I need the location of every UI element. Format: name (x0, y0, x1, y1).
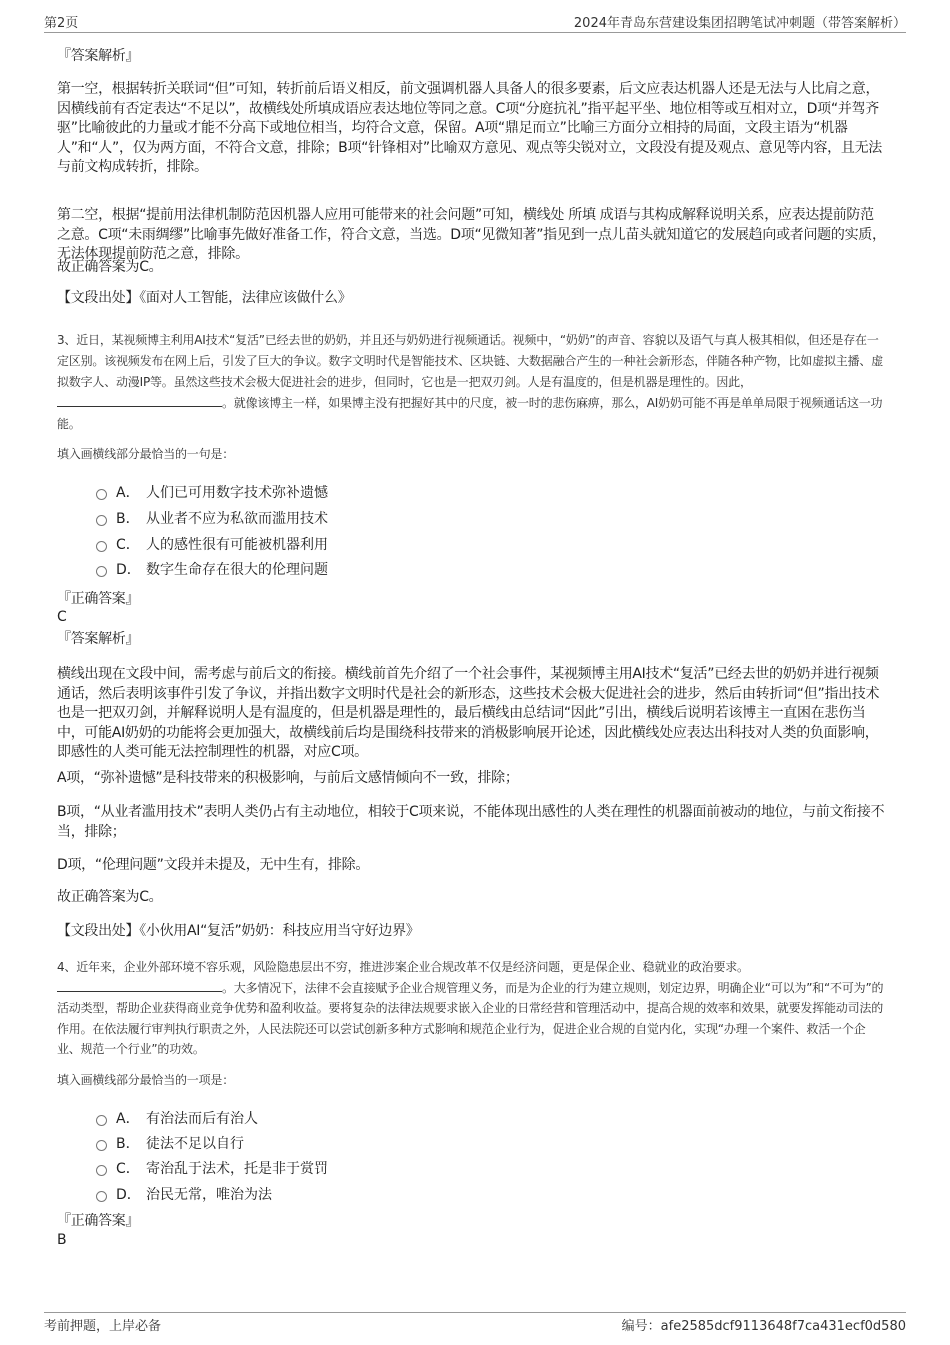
option-text: 数字生命存在很大的伦理问题 (146, 562, 328, 578)
stem-text: 4、近年来，企业外部环境不容乐观，风险隐患层出不穷，推进涉案企业合规改革不仅是经济问题，更是保企业、稳就业的政治要求。 (57, 960, 749, 974)
correct-answer-label: 『正确答案』 (57, 1213, 140, 1229)
question-prompt: 填入画横线部分最恰当的一项是： (57, 1073, 235, 1087)
option-text: 有治法而后有治人 (146, 1111, 258, 1127)
page-footer (44, 1312, 906, 1334)
option-key: C． (116, 1161, 140, 1177)
radio-icon[interactable] (96, 1140, 107, 1151)
option-text: 寄治乱于法术，托是非于赏罚 (146, 1161, 328, 1177)
conclusion: 故正确答案为C。 (57, 889, 163, 905)
correct-answer: B (57, 1232, 67, 1248)
option-b-note: B项，“从业者滥用技术”表明人类仍占有主动地位，相较于C项来说，不能体现出感性的人类在理性的机器面前被动的地位，与前文衔接不当，排除； (57, 804, 885, 840)
radio-icon[interactable] (96, 1191, 107, 1202)
question-prompt: 填入画横线部分最恰当的一句是： (57, 447, 235, 461)
option-text: 徒法不足以自行 (146, 1136, 244, 1152)
option-key: B． (116, 1136, 140, 1152)
radio-icon[interactable] (96, 515, 107, 526)
document-id: 编号：afe2585dcf9113648f7ca431ecf0d580 (621, 1319, 906, 1334)
stem-text: 3、近日，某视频博主利用AI技术“复活”已经去世的奶奶，并且还与奶奶进行视频通话。视频中，“奶奶”的声音、容貌以及语气与真人极其相似，但还是存在一定区别。该视频发布在网上后，引发了巨大的争议。数字文明时代是智能技术、区块链、大数据融合产生的一种社会新形态，伴随各种产物，比如虚拟主播、虚拟数字人、动漫IP等。虽然这些技术会极大促进社会的进步，但同时，它也是一把双刃剑。人是有温度的，但是机器是理性的。因此， (57, 333, 884, 389)
option-key: C． (116, 537, 140, 553)
source: 【文段出处】《小伙用AI“复活”奶奶：科技应用当守好边界》 (57, 923, 420, 939)
radio-icon[interactable] (96, 489, 107, 500)
radio-icon[interactable] (96, 1165, 107, 1176)
answer-blank (57, 394, 222, 407)
option-a[interactable] (96, 1108, 258, 1128)
option-a-note: A项，“弥补遗憾”是科技带来的积极影响，与前后文感情倾向不一致，排除； (57, 770, 519, 786)
option-d[interactable] (96, 1184, 272, 1204)
option-c[interactable] (96, 534, 328, 554)
option-text: 人的感性很有可能被机器利用 (146, 537, 328, 553)
option-key: A． (116, 485, 140, 501)
option-text: 从业者不应为私欲而滥用技术 (146, 511, 328, 527)
page-header (44, 10, 906, 33)
source: 【文段出处】《面对人工智能，法律应该做什么》 (57, 290, 352, 306)
question-3-stem (57, 330, 887, 435)
option-b[interactable] (96, 508, 328, 528)
stem-text: 。大多情况下，法律不会直接赋予企业合规管理义务，而是为企业的行为建立规则，划定边界，明确企业“可以为”和“不可为”的活动类型，帮助企业获得商业竞争优势和盈利收益。要将复杂的法律法规要求嵌入企业的日常经营和管理活动中，提高合规的效率和效果，就要发挥能动司法的作用。在依法履行审判执行职责之外，人民法院还可以尝试创新多种方式影响和规范企业行为，促进企业合规的自觉内化，实现“办理一个案件、救活一个企业、规范一个行业”的功效。 (57, 980, 884, 1056)
option-c[interactable] (96, 1158, 328, 1178)
option-key: B． (116, 511, 140, 527)
option-a[interactable] (96, 482, 328, 502)
analysis-paragraph: 第一空，根据转折关联词“但”可知，转折前后语义相反，前文强调机器人具备人的很多要素，后文应表达机器人还是无法与人比肩之意，因横线前有否定表达“不足以”，故横线处所填成语应表达地位等同之意。C项“分庭抗礼”指平起平坐、地位相等或互相对立，D项“并驾齐驱”比喻彼此的力量或才能不分高下或地位相当，均符合文意，保留。A项“鼎足而立”比喻三方面分立相持的局面，文段主语为“机器人”和“人”，仅为两方面，不符合文意，排除；B项“针锋相对”比喻双方意见、观点等尖锐对立，文段没有提及观点、意见等内容，且无法与前文构成转折，排除。 (57, 81, 882, 175)
analysis-label: 『答案解析』 (57, 631, 140, 647)
conclusion: 故正确答案为C。 (57, 259, 163, 275)
option-text: 人们已可用数字技术弥补遗憾 (146, 485, 328, 501)
answer-blank (57, 979, 222, 992)
question-4-stem (57, 957, 887, 1060)
option-key: D． (116, 562, 141, 578)
correct-answer-label: 『正确答案』 (57, 591, 140, 607)
option-d[interactable] (96, 559, 328, 579)
option-b[interactable] (96, 1133, 244, 1153)
option-d-note: D项，“伦理问题”文段并未提及，无中生有，排除。 (57, 857, 370, 873)
analysis-paragraph: 第二空，根据“提前用法律机制防范因机器人应用可能带来的社会问题”可知，横线处 所填 成语与其构成解释说明关系，应表达提前防范之意。C项“未雨绸缪”比喻事先做好准备工作，符合文意，当选。D项“见微知著”指见到一点儿苗头就知道它的发展趋向或者问题的实质，无法体现提前防范之意，排除。 (57, 207, 886, 262)
document-title: 2024年青岛东营建设集团招聘笔试冲刺题（带答案解析） (573, 16, 906, 31)
stem-text: 。就像该博主一样，如果博主没有把握好其中的尺度，被一时的悲伤麻痹，那么，AI奶奶可能不再是单单局限于视频通话这一功能。 (57, 396, 883, 431)
analysis-paragraph: 横线出现在文段中间，需考虑与前后文的衔接。横线前首先介绍了一个社会事件，某视频博主用AI技术“复活”已经去世的奶奶并进行视频通话，然后表明该事件引发了争议，并指出数字文明时代是社会的新形态，这些技术会极大促进社会的进步，然后由转折词“但”指出技术也是一把双刃剑，并解释说明人是有温度的，但是机器是理性的，最后横线由总结词“因此”引出，横线后说明若该博主一直困在悲伤当中，可能AI奶奶的功能将会更加强大，故横线前后均是围绕科技带来的消极影响展开论述，因此横线处应表达出科技对人类的负面影响，即感性的人类可能无法控制理性的机器，对应C项。 (57, 666, 880, 760)
analysis-label: 『答案解析』 (57, 48, 140, 64)
option-key: A． (116, 1111, 140, 1127)
radio-icon[interactable] (96, 566, 107, 577)
option-text: 治民无常，唯治为法 (146, 1187, 272, 1203)
radio-icon[interactable] (96, 1115, 107, 1126)
radio-icon[interactable] (96, 541, 107, 552)
page-number: 第2页 (44, 16, 79, 31)
footer-slogan: 考前押题，上岸必备 (44, 1319, 162, 1334)
option-key: D． (116, 1187, 141, 1203)
correct-answer: C (57, 609, 67, 625)
